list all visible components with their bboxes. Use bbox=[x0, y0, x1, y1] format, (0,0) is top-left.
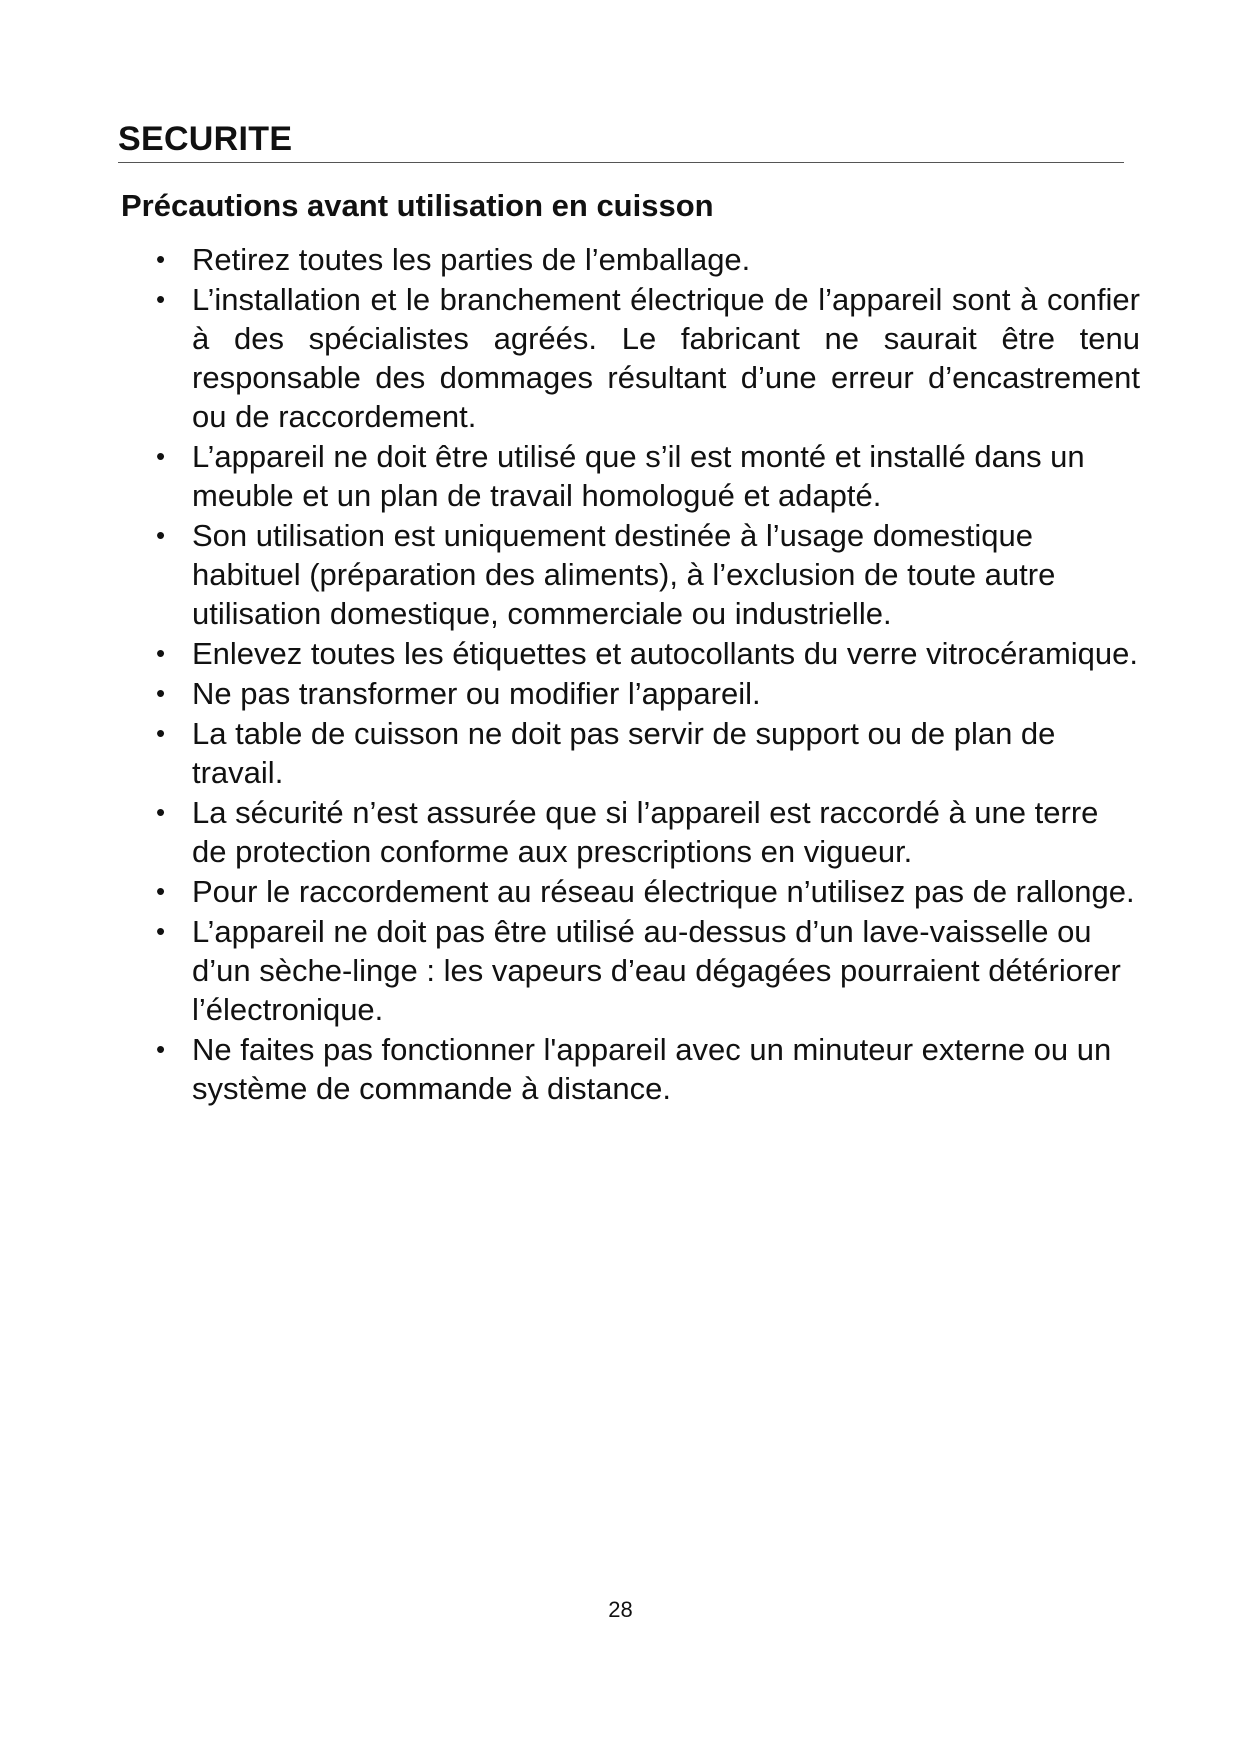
bullet-icon: • bbox=[156, 678, 166, 708]
list-item-text: L’appareil ne doit pas être utilisé au-dessus d’un lave-vaisselle ou d’un sèche-linge : les vapeurs d’eau dégagées pourraient détériorer l’électronique. bbox=[192, 914, 1121, 1027]
bullet-icon: • bbox=[156, 1034, 166, 1064]
list-item-text: La table de cuisson ne doit pas servir de support ou de plan de travail. bbox=[192, 716, 1056, 790]
list-item bbox=[150, 714, 1140, 792]
list-item bbox=[150, 872, 1140, 911]
safety-precautions-list bbox=[150, 240, 1140, 1109]
bullet-icon: • bbox=[156, 244, 166, 274]
list-item bbox=[150, 634, 1140, 673]
list-item bbox=[150, 674, 1140, 713]
list-item bbox=[150, 437, 1140, 515]
bullet-icon: • bbox=[156, 718, 166, 748]
section-header bbox=[118, 118, 1124, 163]
list-item bbox=[150, 516, 1140, 633]
bullet-icon: • bbox=[156, 876, 166, 906]
list-item-text: Enlevez toutes les étiquettes et autocollants du verre vitrocéramique. bbox=[192, 636, 1139, 671]
page-number: 28 bbox=[608, 1597, 633, 1622]
list-item-text: Ne pas transformer ou modifier l’appareil. bbox=[192, 676, 761, 711]
list-item-text: L’installation et le branchement électrique de l’appareil sont à confier à des spécialistes agréés. Le fabricant ne saurait être tenu responsable des dommages résultant d’une erreur d’encastrement ou de raccordement. bbox=[192, 282, 1140, 434]
list-item-text: L’appareil ne doit être utilisé que s’il est monté et installé dans un meuble et un plan de travail homologué et adapté. bbox=[192, 439, 1085, 513]
list-item-text: Retirez toutes les parties de l’emballage. bbox=[192, 242, 751, 277]
subsection-title: Précautions avant utilisation en cuisson bbox=[121, 188, 714, 223]
bullet-icon: • bbox=[156, 916, 166, 946]
section-title: SECURITE bbox=[118, 120, 293, 158]
list-item-text: Pour le raccordement au réseau électrique n’utilisez pas de rallonge. bbox=[192, 874, 1135, 909]
list-item bbox=[150, 912, 1140, 1029]
bullet-icon: • bbox=[156, 441, 166, 471]
bullet-icon: • bbox=[156, 284, 166, 314]
list-item bbox=[150, 280, 1140, 436]
list-item-text: Son utilisation est uniquement destinée à l’usage domestique habituel (préparation des aliments), à l’exclusion de toute autre utilisation domestique, commerciale ou industrielle. bbox=[192, 518, 1056, 631]
list-item-text: La sécurité n’est assurée que si l’appareil est raccordé à une terre de protection conforme aux prescriptions en vigueur. bbox=[192, 795, 1099, 869]
list-item bbox=[150, 240, 1140, 279]
list-item-text: Ne faites pas fonctionner l'appareil avec un minuteur externe ou un système de commande à distance. bbox=[192, 1032, 1112, 1106]
bullet-icon: • bbox=[156, 797, 166, 827]
list-item bbox=[150, 1030, 1140, 1108]
bullet-icon: • bbox=[156, 520, 166, 550]
list-item bbox=[150, 793, 1140, 871]
bullet-icon: • bbox=[156, 638, 166, 668]
